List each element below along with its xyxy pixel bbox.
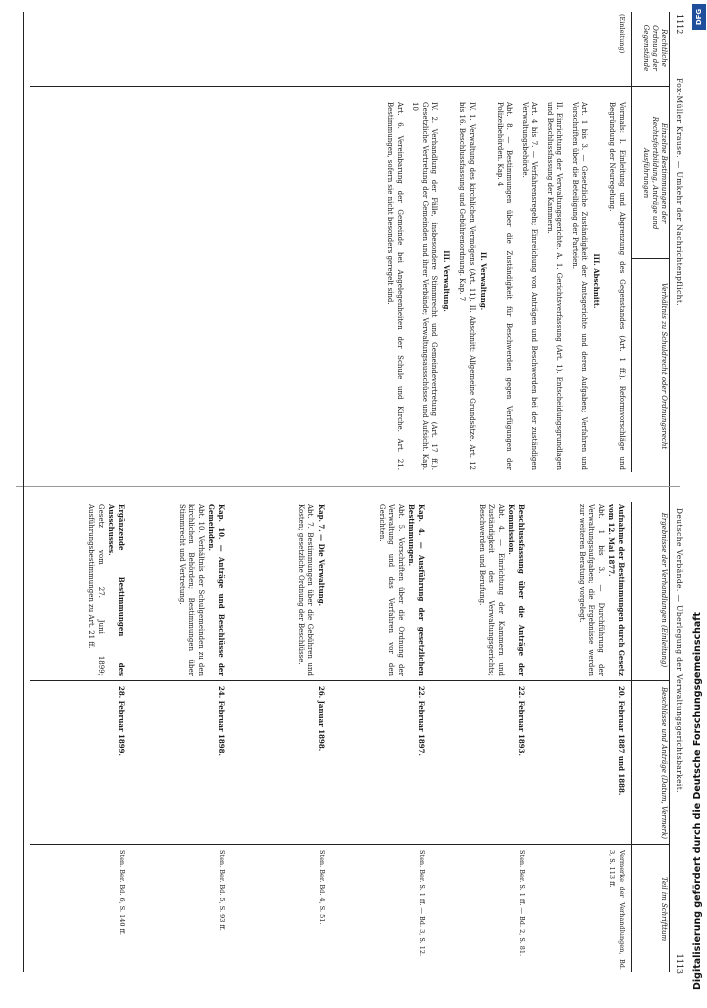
right-row-date — [530, 686, 626, 840]
right-row-reference — [430, 850, 526, 970]
right-row-date-text: 22. Februar 1893. — [517, 686, 526, 756]
left-entry: Art. 1 bis 3. — Gesetzliche Zuständigkeit der Amtsgerichte und deren Aufgaben; Verfahren und Vorschriften über die Beteiligung der Parteien. — [571, 102, 589, 470]
right-row-heading: Beschlussfassung über die Anträge der Kommission. — [507, 504, 526, 676]
right-row-heading: Aufnahme der Bestimmungen durch Gesetz vom 12. Mai 1877. — [607, 504, 626, 676]
right-header-col-3 — [632, 848, 668, 970]
left-col-1-body — [586, 14, 626, 84]
left-col-2-header: Einzelne Bestimmungen der Rechtsfortbildung, Anträge und Ausführungen — [642, 116, 668, 230]
right-row-main — [430, 504, 526, 676]
right-row-text: Abt. 5. Vorschriften über die Ordnung der Verwaltung und das Verfahren vor den Gerichten. — [378, 504, 405, 676]
rotated-scan-spread — [8, 8, 688, 1008]
right-col-divider-1 — [30, 680, 670, 681]
right-row-date — [130, 686, 226, 840]
dfg-logo-text: DFG — [695, 8, 703, 26]
left-entry: Vormals: I. Einleitung und Abgrenzung des Gegenstandes (Art. 1 ff.). Reformvorschläge und Begründung der Neuregelung. — [608, 102, 626, 470]
right-row-date-text: 28. Februar 1899. — [117, 686, 126, 756]
right-row-reference-text: Sten. Ber. S. 1 ff. — Bd. 3, S. 12. — [418, 850, 426, 957]
right-row-main — [130, 504, 226, 676]
left-section-heading: II. Verwaltung. — [479, 251, 489, 311]
right-running-head: Deutsche Verbände. — Uberlegung der Verwaltungsgerichtsbarkeit. — [675, 508, 684, 793]
right-row-reference — [330, 850, 426, 970]
right-row-date — [230, 686, 326, 840]
right-row-main — [530, 504, 626, 676]
right-row-text: Abt. 1 bis 3. — Durchführung der Verwaltungsaufgaben; die Ergebnisse werden zur weiteren Beratung vorgelegt. — [578, 504, 605, 676]
right-row-date — [330, 686, 426, 840]
right-row-reference-text: Sten. Ber. S. 1 ff. — Bd. 2, S. 81. — [518, 850, 526, 957]
right-col-2-header: Beschlüsse und Anträge (Datum, Vermerk) — [660, 686, 668, 839]
right-row-reference-text: Sten. Ber. Bd. 5, S. 93 ff. — [218, 850, 226, 931]
right-row-reference — [130, 850, 226, 970]
right-header-col-2 — [632, 684, 668, 842]
right-row-text: Gesetz vom 27. Juni 1899; Ausführungsbestimmungen zu Art. 21 ff. — [87, 504, 105, 676]
right-header-col-1 — [632, 502, 668, 678]
right-page-number: 1113 — [675, 953, 684, 974]
left-entry: Art. 6. Vereinbarung der Gemeinde bei Angelegenheiten der Schule und Kirche. Art. 21. Bestimmungen, sofern sie nicht besonders geregelt sind. — [386, 102, 404, 470]
left-section-heading: III. Verwaltung. — [442, 250, 451, 312]
top-rule — [669, 12, 670, 972]
left-running-head: Fox-Müller Krause. — Umkehr der Nachrichtenpflicht. — [675, 78, 684, 307]
dfg-watermark — [691, 0, 707, 1000]
right-row-date — [30, 686, 126, 840]
left-entry: IV. 2. Verhandlung der Fälle, insbesondere Stimmrecht und Gemeindevertretung (Art. 17 ff.). Gesetzliche Vertretung der Gemeinden und ihrer Verbände; Verwaltungsausschüsse und Aufsicht. Kap. 10 — [411, 102, 439, 470]
left-header-col-2 — [632, 90, 668, 256]
dfg-logo — [692, 4, 706, 30]
right-col-1-header: Ergebnisse der Verhandlungen (Einleitung) — [660, 512, 668, 668]
right-col-divider-2 — [30, 844, 670, 845]
left-entry: IV. 1. Verwaltung des kirchlichen Vermögens (Art. 11). II. Abschnitt: Allgemeine Grundsätze. Art. 12 bis 16. Beschlussfassung und Gebührenordnung. Kap. 7 — [458, 102, 476, 470]
left-entry: Abt. 8. — Bestimmungen über die Zuständigkeit für Beschwerden gegen Verfügungen der Polizeibehörden. Kap. 4 — [496, 102, 514, 470]
right-row-heading: Kap. 10. — Anträge und Beschlüsse der Gemeinden. — [207, 504, 226, 676]
right-row-text: Abt. 7. Bestimmungen über die Gebühren und Kosten; gesetzliche Ordnung der Beschlüsse. — [297, 504, 315, 676]
left-entry: Art. 4 bis 7. — Verfahrensregeln; Einreichung von Anträgen und Beschwerden bei der zuständigen Verwaltungsbehörde. — [521, 102, 539, 470]
left-page-body — [26, 92, 626, 470]
right-row-reference — [30, 850, 126, 970]
right-row-date-text: 20. Februar 1887 und 1888. — [617, 686, 626, 796]
left-section-heading: III. Abschnitt. — [592, 253, 601, 309]
right-row-date-text: 26. Januar 1898. — [317, 686, 326, 752]
left-col-3-header: Verhältnis zu Schuldrecht oder Ordnungsrecht — [660, 282, 668, 450]
gutter-line — [16, 486, 680, 487]
right-col-3-header: Teil im Schrifttum — [660, 876, 668, 942]
left-entry: II. Einrichtung der Verwaltungsgerichte. A. 1. Gerichtsverfassung (Art. 1). Entscheidungsgrundlagen und Beschlussfassung der Kammern. — [546, 102, 564, 470]
right-row-reference — [530, 850, 626, 970]
right-row-main — [30, 504, 126, 676]
right-row-reference-text: Vermerke der Verhandlungen, Bd. 3, S. 113 ff. — [608, 850, 626, 970]
right-row-heading: Kap. 7. — Die Verwaltung. — [317, 504, 326, 607]
right-row-date-text: 24. Februar 1898. — [217, 686, 226, 756]
right-row-date-text: 22. Februar 1897. — [417, 686, 426, 756]
left-page-number: 1112 — [675, 14, 684, 35]
left-header-col-1 — [632, 12, 668, 84]
left-header-col-3 — [632, 262, 668, 470]
right-row-main — [330, 504, 426, 676]
right-row-heading: Kap. 4. — Ausführung der gesetzlichen Bestimmungen. — [407, 504, 426, 676]
left-col-1-note: (Einleitung) — [618, 14, 626, 54]
right-row-date — [430, 686, 526, 840]
right-row-reference-text: Sten. Ber. Bd. 6, S. 140 ff. — [118, 850, 126, 935]
right-row-text: Abt. 4. — Einrichtung der Kammern und Zuständigkeit des Verwaltungsgerichts; Beschwerden und Berufung. — [478, 504, 505, 676]
bottom-rule — [23, 12, 24, 972]
right-row-main — [230, 504, 326, 676]
dfg-watermark-text: Digitalisierung gefördert durch die Deutsche Forschungsgemeinschaft — [692, 612, 703, 990]
right-row-heading: Ergänzende Bestimmungen des Ausschusses. — [107, 504, 126, 676]
right-row-reference-text: Sten. Ber. Bd. 4, S. 51. — [318, 850, 326, 925]
right-row-text: Abt. 10. Verhältnis der Schulgemeinden zu den kirchlichen Behörden; Bestimmungen über Stimmrecht und Vertretung. — [178, 504, 205, 676]
left-col-divider-2 — [632, 258, 670, 259]
right-row-reference — [230, 850, 326, 970]
left-col-divider-1 — [30, 86, 670, 87]
left-col-1-header: Rechtliche Ordnung der Gegenstände — [642, 24, 668, 72]
